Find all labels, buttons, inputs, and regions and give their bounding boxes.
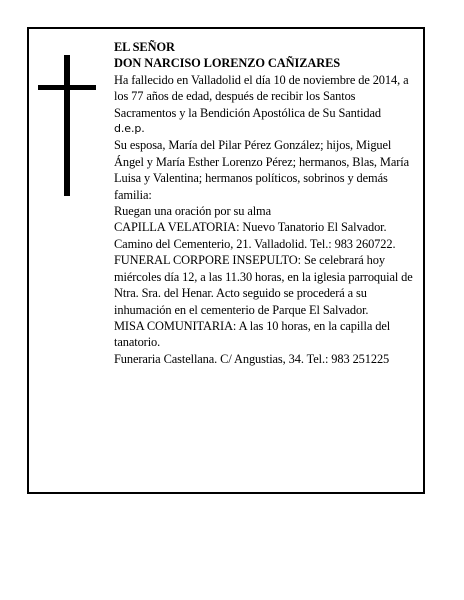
death-announcement: Ha fallecido en Valladolid el día 10 de noviembre de 2014, a los 77 años de edad, después de recibir los Santos Sacramentos y la Bendición Apostólica de Su Santidad — [114, 72, 409, 120]
funeral-info: FUNERAL CORPORE INSEPULTO: Se celebrará hoy miércoles día 12, a las 11.30 horas, en la iglesia parroquial de Ntra. Sra. del Henar. Acto seguido se procederá a su inhumación en el cementerio de Parque El Salvador. — [114, 253, 413, 317]
mass-info: MISA COMUNITARIA: A las 10 horas, en la capilla del tanatorio. — [114, 318, 391, 350]
obituary-title: EL SEÑOR — [114, 40, 175, 54]
cross-horizontal-bar — [38, 85, 96, 90]
obituary-text — [114, 39, 420, 367]
prayer-request: Ruegan una oración por su alma — [114, 204, 271, 219]
funeral-home-info: Funeraria Castellana. C/ Angustias, 34. Tel.: 983 251225 — [114, 351, 390, 366]
cross-vertical-bar — [64, 55, 70, 196]
dep-abbreviation: d.e.p. — [114, 122, 145, 136]
family-list: Su esposa, María del Pilar Pérez González; hijos, Miguel Ángel y María Esther Lorenzo Pérez; hermanos, Blas, María Luisa y Valentina; hermanos políticos, sobrinos y demás familia: — [114, 138, 410, 202]
chapel-info: CAPILLA VELATORIA: Nuevo Tanatorio El Salvador. Camino del Cementerio, 21. Valladolid. Tel.: 983 260722. — [114, 220, 396, 251]
deceased-name: DON NARCISO LORENZO CAÑIZARES — [114, 56, 341, 71]
